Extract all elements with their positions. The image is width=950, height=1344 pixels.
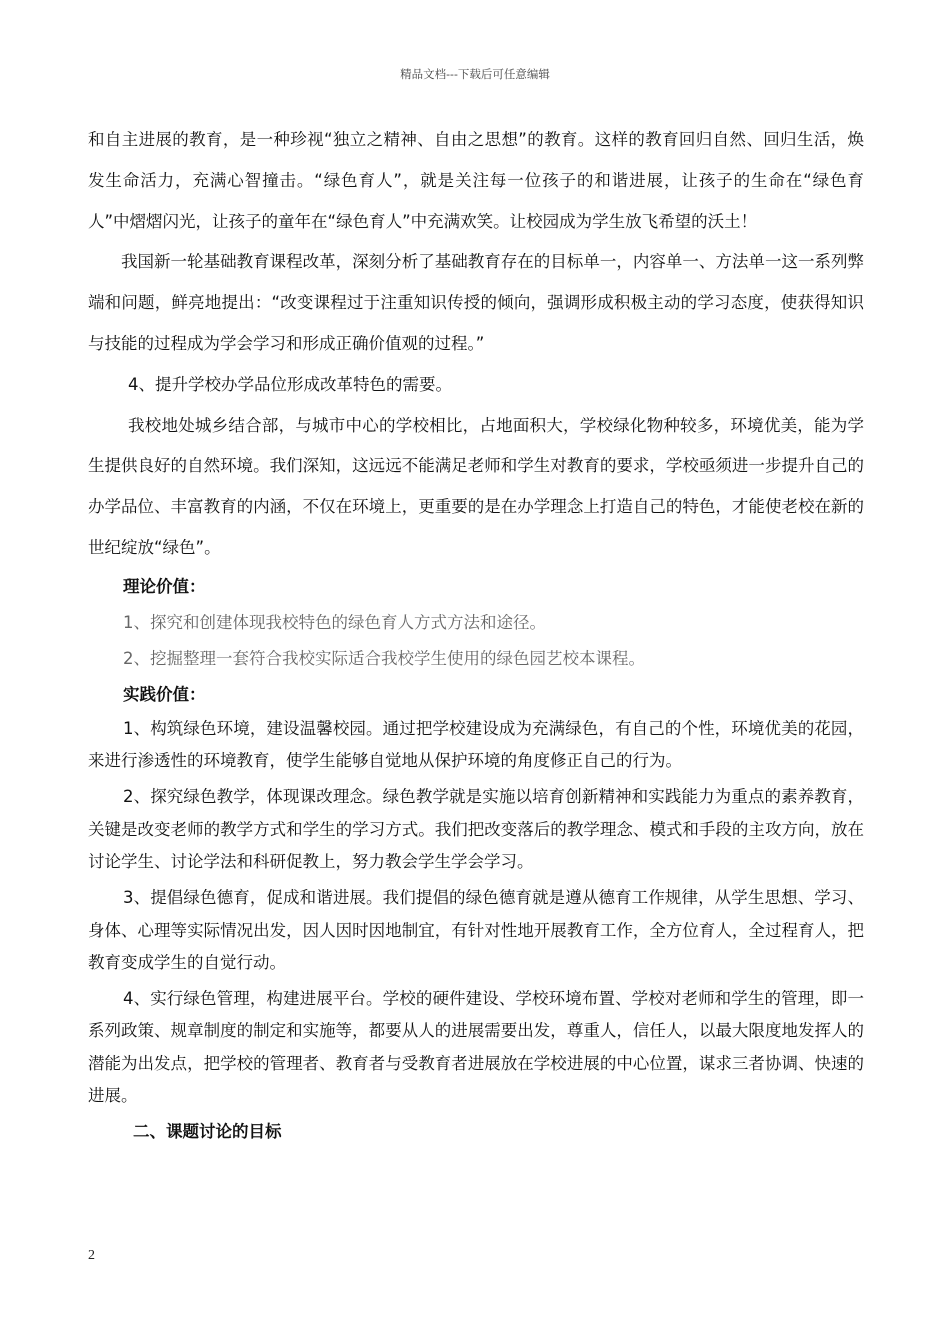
paragraph-school-location: 我校地处城乡结合部，与城市中心的学校相比，占地面积大，学校绿化物种较多，环境优美，能为学生提供良好的自然环境。我们深知，这远远不能满足老师和学生对教育的要求，学校亟须进一步提升自己的办学品位、丰富教育的内涵，不仅在环境上，更重要的是在办学理念上打造自己的特色，才能使老校在新的世纪绽放“绿色”。 — [88, 415, 864, 557]
paragraph-item-4: 4、提升学校办学品位形成改革特色的需要。 — [128, 374, 452, 394]
paragraph-intro-continued: 和自主进展的教育，是一种珍视“独立之精神、自由之思想”的教育。这样的教育回归自然、回归生活，焕发生命活力，充满心智撞击。“绿色育人”，就是关注每一位孩子的和谐进展，让孩子的生命在“绿色育人”中熠熠闪光，让孩子的童年在“绿色育人”中充满欢笑。让校园成为学生放飞希望的沃土！ — [88, 130, 864, 231]
page-number: 2 — [88, 1248, 95, 1263]
page-header: 精品文档---下载后可任意编辑 — [400, 67, 550, 81]
practice-value-item-2: 2、探究绿色教学，体现课改理念。绿色教学就是实施以培育创新精神和实践能力为重点的素养教育，关键是改变老师的教学方式和学生的学习方式。我们把改变落后的教学理念、模式和手段的主攻方向，放在讨论学生、讨论学法和科研促教上，努力教会学生学会学习。 — [88, 787, 864, 871]
theory-value-item-2: 2、挖掘整理一套符合我校实际适合我校学生使用的绿色园艺校本课程。 — [123, 648, 645, 668]
theory-value-heading: 理论价值： — [123, 576, 206, 596]
practice-value-item-4: 4、实行绿色管理，构建进展平台。学校的硬件建设、学校环境布置、学校对老师和学生的管理，即一系列政策、规章制度的制定和实施等，都要从人的进展需要出发，尊重人，信任人，以最大限度地发挥人的潜能为出发点，把学校的管理者、教育者与受教育者进展放在学校进展的中心位置，谋求三者协调、快速的进展。 — [88, 989, 864, 1106]
paragraph-curriculum-reform: 我国新一轮基础教育课程改革，深刻分析了基础教育存在的目标单一，内容单一、方法单一这一系列弊端和问题，鲜亮地提出：“改变课程过于注重知识传授的倾向，强调形成积极主动的学习态度，使获得知识与技能的过程成为学会学习和形成正确价值观的过程。” — [88, 252, 864, 353]
theory-value-item-1: 1、探究和创建体现我校特色的绿色育人方式方法和途径。 — [123, 612, 546, 632]
practice-value-heading: 实践价值： — [123, 684, 206, 704]
section-heading-research-goals: 二、课题讨论的目标 — [133, 1122, 282, 1142]
practice-value-item-3: 3、提倡绿色德育，促成和谐进展。我们提倡的绿色德育就是遵从德育工作规律，从学生思想、学习、身体、心理等实际情况出发，因人因时因地制宜，有针对性地开展教育工作，全方位育人，全过程育人，把教育变成学生的自觉行动。 — [88, 888, 864, 972]
practice-value-item-1: 1、构筑绿色环境，建设温馨校园。通过把学校建设成为充满绿色，有自己的个性，环境优美的花园，来进行渗透性的环境教育，使学生能够自觉地从保护环境的角度修正自己的行为。 — [88, 718, 864, 771]
document-body — [88, 120, 864, 1152]
